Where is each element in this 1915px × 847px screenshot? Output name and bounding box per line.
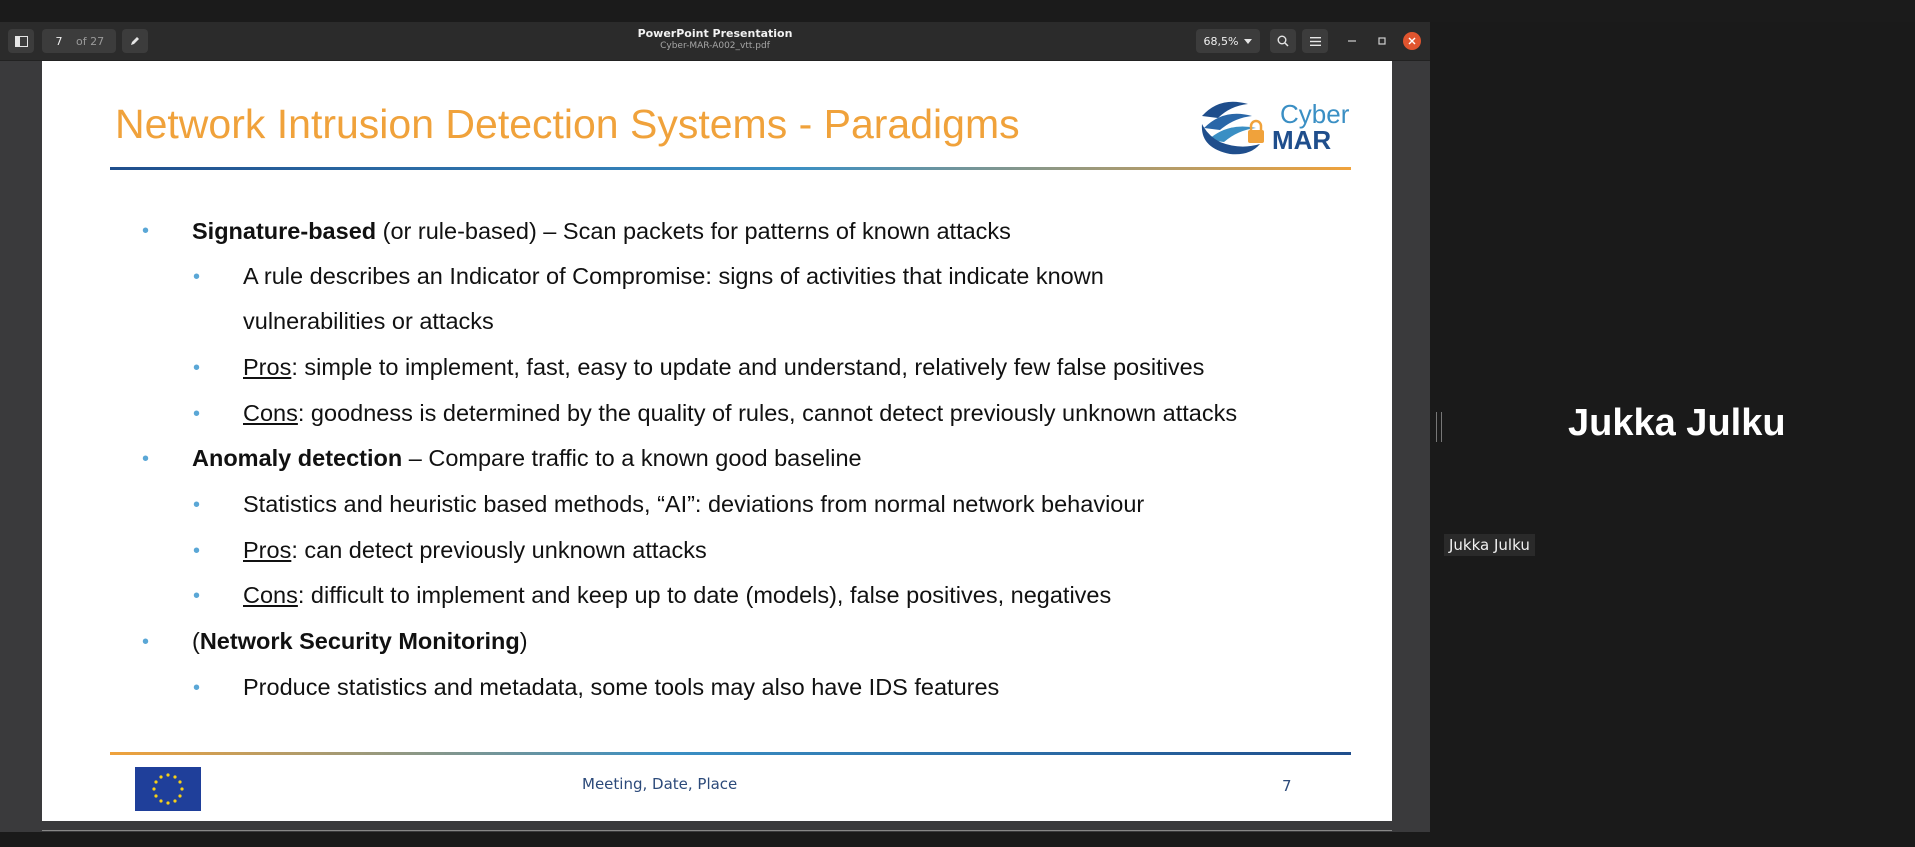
sub-bullet-rule-line1: A rule describes an Indicator of Compromise: signs of activities that indicate known xyxy=(243,263,1104,289)
viewer-bottom-edge xyxy=(42,830,1392,831)
slide-page-number: 7 xyxy=(1282,777,1292,795)
participant-display-name: Jukka Julku xyxy=(1568,402,1786,444)
search-icon xyxy=(1277,35,1289,47)
sub-bullet-anomaly-methods: Statistics and heuristic based methods, “AI”: deviations from normal network behaviour xyxy=(243,491,1145,517)
pen-icon xyxy=(129,35,141,47)
sub-bullet-rule-line2: vulnerabilities or attacks xyxy=(243,308,494,334)
sub-bullet-signature-pros: Pros: simple to implement, fast, easy to update and understand, relatively few false positives xyxy=(243,354,1205,380)
bullet-marker: • xyxy=(193,357,201,379)
slide-title: Network Intrusion Detection Systems - Paradigms xyxy=(115,101,1020,147)
logo-text-mar: MAR xyxy=(1272,125,1332,155)
sidebar-toggle-icon xyxy=(15,36,28,47)
participant-name-tag: Jukka Julku xyxy=(1444,534,1535,556)
bullet-marker: • xyxy=(193,585,201,607)
close-icon xyxy=(1408,37,1416,45)
restore-button[interactable] xyxy=(1373,32,1391,50)
chevron-down-icon xyxy=(1244,39,1252,44)
bullet-marker: • xyxy=(193,494,201,516)
zoom-selector[interactable] xyxy=(1196,29,1260,53)
bullet-heading: Signature-based xyxy=(192,218,377,244)
minimize-button[interactable] xyxy=(1343,32,1361,50)
document-title: PowerPoint Presentation xyxy=(637,27,793,40)
bullet-marker: • xyxy=(142,220,150,242)
eu-flag-icon xyxy=(135,767,201,811)
bullet-anomaly-detection: Anomaly detection – Compare traffic to a known good baseline xyxy=(192,445,862,471)
viewer-toolbar xyxy=(0,22,1430,61)
page-selector[interactable] xyxy=(42,29,116,53)
bullet-marker: • xyxy=(142,448,150,470)
current-page-input[interactable]: 7 xyxy=(55,34,63,48)
title-divider xyxy=(110,167,1351,170)
search-button[interactable] xyxy=(1270,29,1296,53)
annotate-button[interactable] xyxy=(122,29,148,53)
document-title-area xyxy=(560,27,870,51)
menu-button[interactable] xyxy=(1302,29,1328,53)
bullet-marker: • xyxy=(193,403,201,425)
hamburger-icon xyxy=(1310,37,1321,46)
slide-footer-text: Meeting, Date, Place xyxy=(582,775,738,793)
bullet-heading: Anomaly detection xyxy=(192,445,403,471)
page-total: of 27 xyxy=(76,34,105,48)
minimize-icon xyxy=(1348,37,1356,45)
sub-bullet-nsm-statistics: Produce statistics and metadata, some tools may also have IDS features xyxy=(243,674,1000,700)
footer-divider xyxy=(110,752,1351,755)
bullet-signature-based: Signature-based (or rule-based) – Scan packets for patterns of known attacks xyxy=(192,218,1011,244)
sidebar-toggle-button[interactable] xyxy=(8,29,34,53)
slide-page xyxy=(42,61,1392,821)
close-button[interactable] xyxy=(1403,32,1421,50)
bullet-network-security-monitoring: (Network Security Monitoring) xyxy=(192,628,528,654)
top-strip xyxy=(0,0,1915,22)
sub-bullet-anomaly-cons: Cons: difficult to implement and keep up to date (models), false positives, negatives xyxy=(243,582,1112,608)
file-name: Cyber-MAR-A002_vtt.pdf xyxy=(660,41,770,51)
restore-icon xyxy=(1378,37,1386,45)
bullet-marker: • xyxy=(193,677,201,699)
zoom-value: 68,5% xyxy=(1203,34,1239,48)
logo-text-cyber: Cyber xyxy=(1280,99,1350,129)
sub-bullet-signature-cons: Cons: goodness is determined by the quality of rules, cannot detect previously unknown attacks xyxy=(243,400,1238,426)
bullet-heading: Network Security Monitoring xyxy=(199,628,520,654)
sub-bullet-anomaly-pros: Pros: can detect previously unknown attacks xyxy=(243,537,707,563)
bullet-marker: • xyxy=(193,540,201,562)
bullet-marker: • xyxy=(142,631,150,653)
bullet-marker: • xyxy=(193,266,201,288)
panel-splitter-handle[interactable] xyxy=(1436,412,1442,442)
